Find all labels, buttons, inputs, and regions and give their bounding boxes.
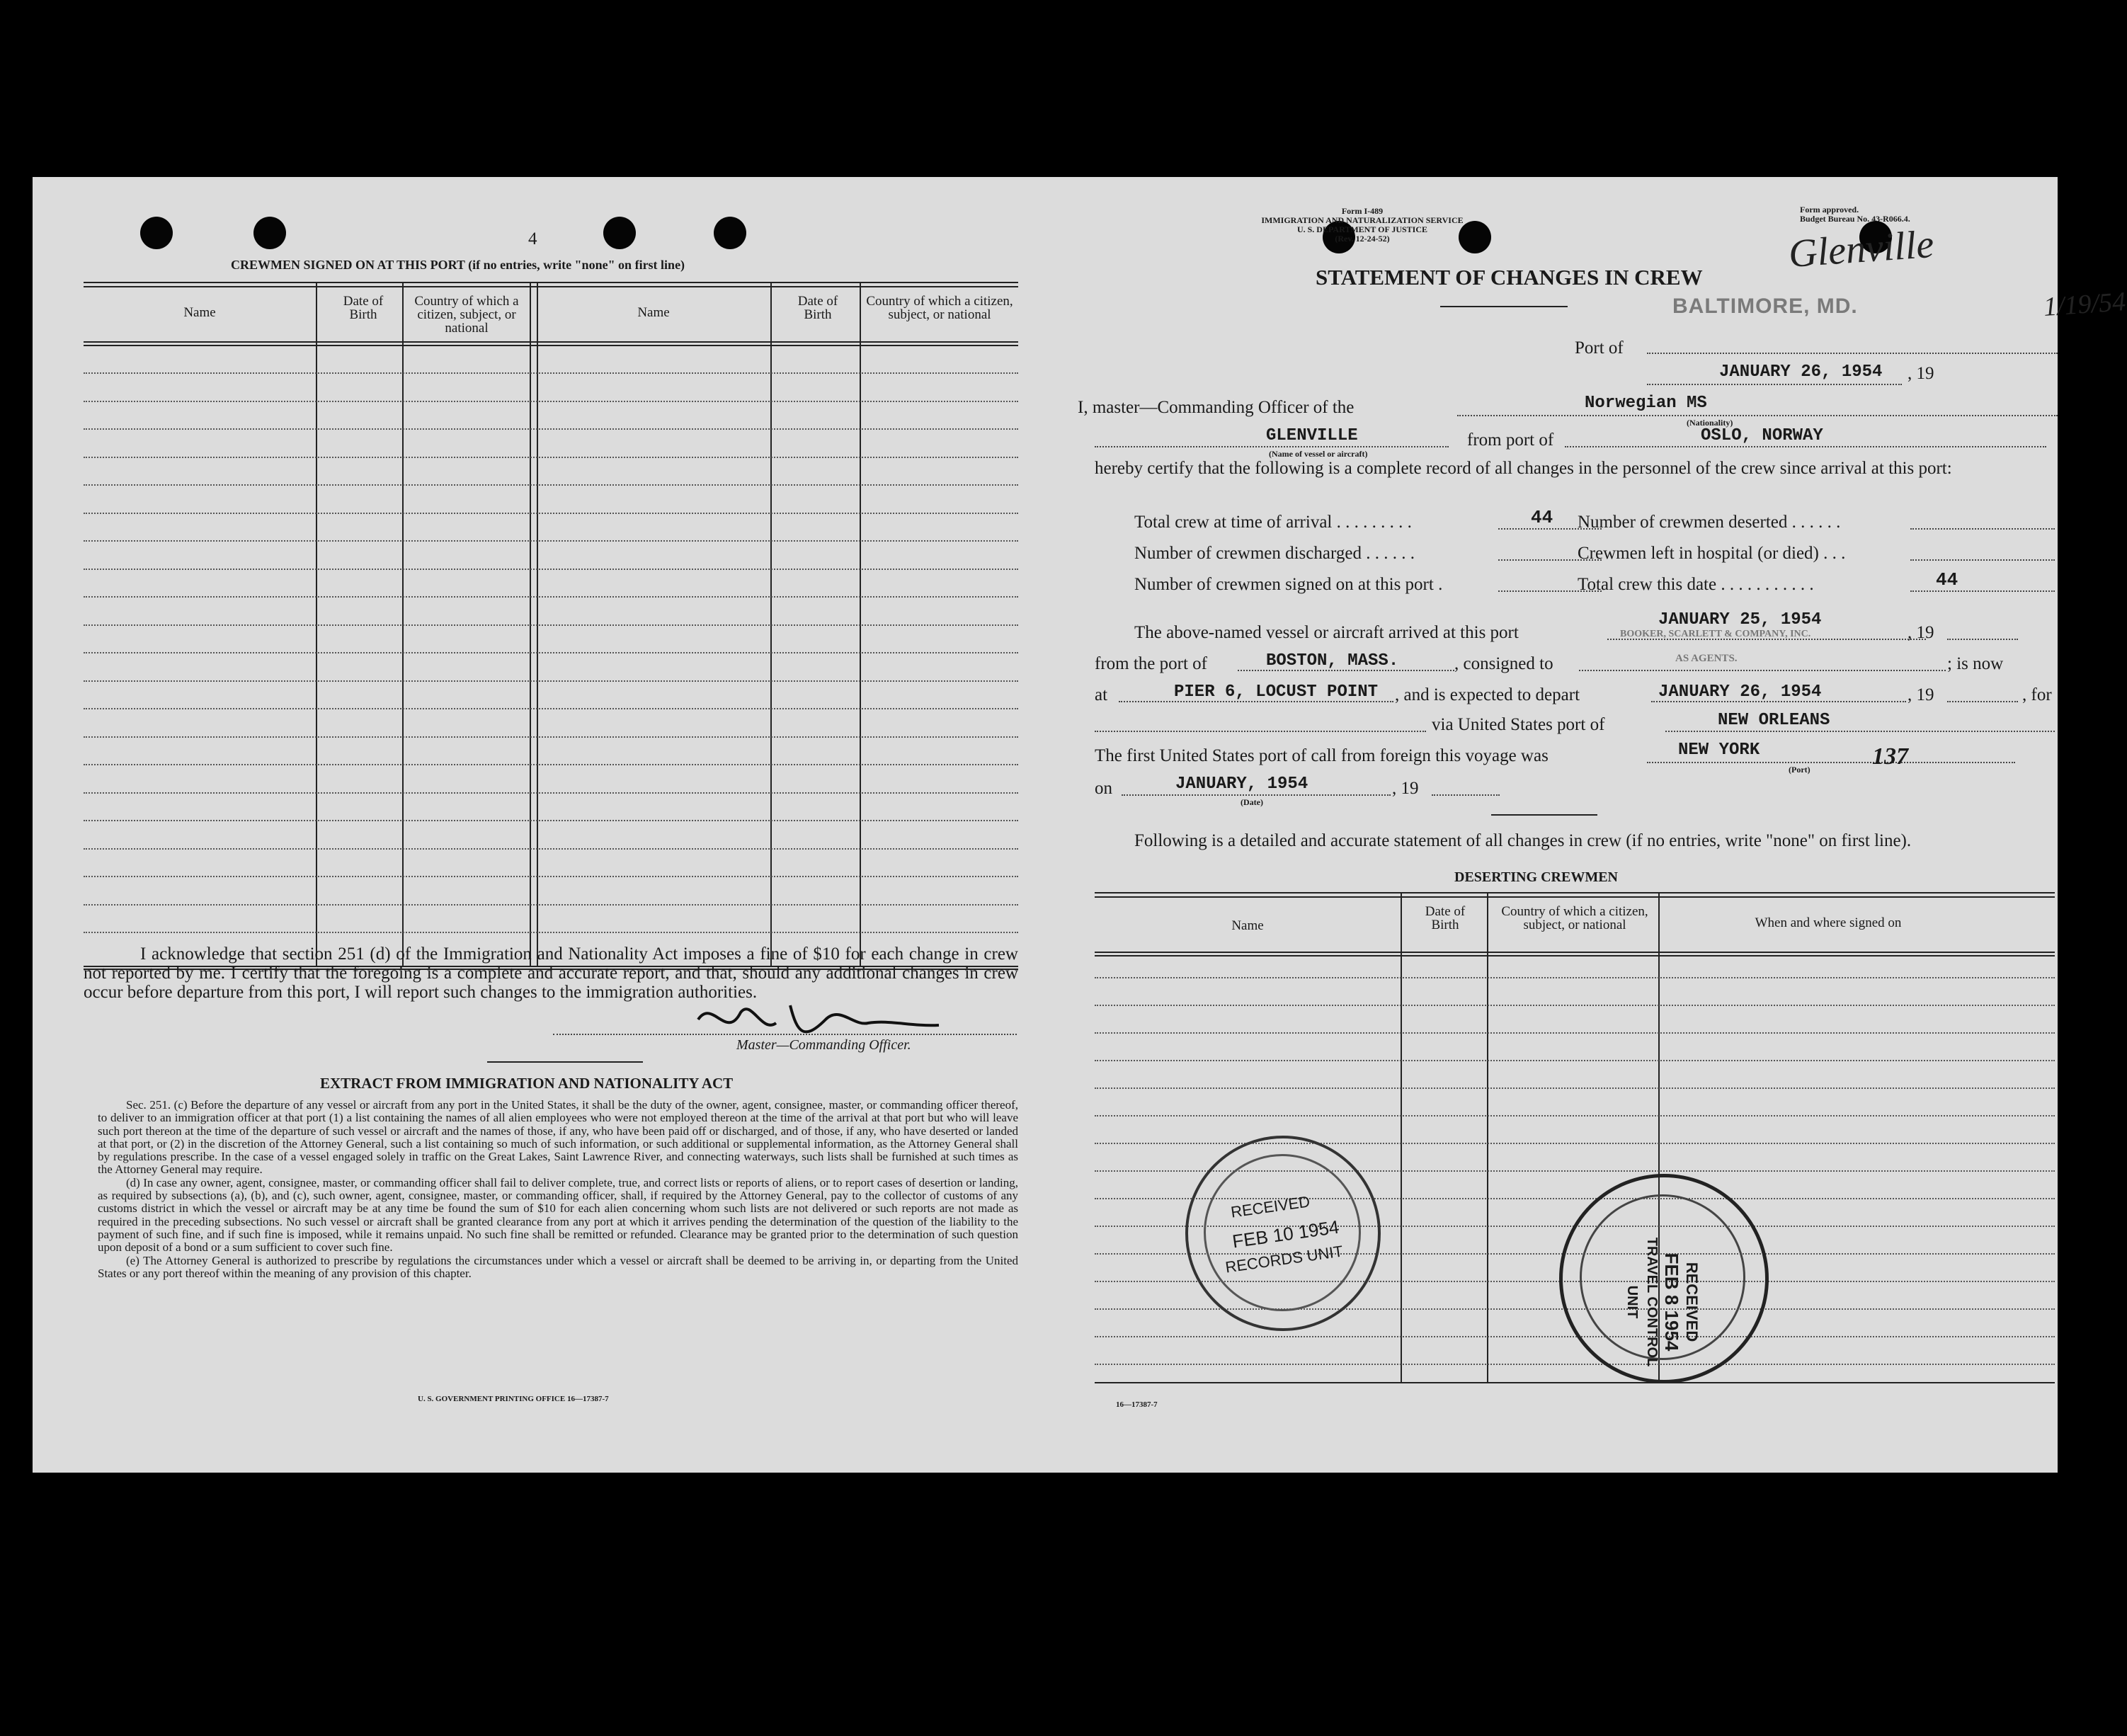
department-name: U. S. DEPARTMENT OF JUSTICE: [1296, 224, 1428, 234]
expected-depart-label: , and is expected to depart: [1395, 685, 1580, 704]
acknowledgement-text: I acknowledge that section 251 (d) of the Immigration and Nationality Act imposes a fine of $10 for each change in crew not reported by me. I certify that the foregoing is a complete and accurate report, and that, should any additional changes in crew occur before departure from this port, I will report such changes to the immigration authorities.: [84, 944, 1018, 1002]
vessel-caption: (Name of vessel or aircraft): [1269, 449, 1368, 459]
consignee-stamp-line2: AS AGENTS.: [1675, 653, 1738, 664]
table-row: [84, 932, 1018, 933]
table-row: [84, 401, 1018, 402]
extract-title: EXTRACT FROM IMMIGRATION AND NATIONALITY ACT: [320, 1075, 734, 1092]
table-row: [84, 848, 1018, 850]
table-row: [84, 820, 1018, 821]
table-row: [84, 792, 1018, 794]
nationality-value: Norwegian MS: [1585, 394, 1707, 413]
table-row: [1095, 1032, 2055, 1034]
depart-date-value: JANUARY 26, 1954: [1658, 683, 1822, 702]
extract-paragraph-c: Sec. 251. (c) Before the departure of any vessel or aircraft from any port in the United States, it shall be the duty of the owner, agent, consignee, master, or commanding officer thereof, to deliver to an immigration officer at that port (1) a list containing the names of all alien employees who were not employed thereon at the time of the arrival at that port but who will leave such port thereon at the time of the departure of such vessel or aircraft and the names of those, if any, who have been paid off or discharged, and of those, if any, who have deserted or landed at that port, or (2) in the discretion of the Attorney General, such a list containing so much of such information, or such additional or supplemental information, as the Attorney General shall by regulations prescribe. In the case of a vessel engaged solely in traffic on the Great Lakes, Saint Lawrence River, and connecting waterways, such lists shall be furnished at such times as the Attorney General may require.: [98, 1098, 1018, 1177]
crewmen-discharged-label: Number of crewmen discharged . . . . . .: [1134, 544, 1415, 563]
from-the-port-label: from the port of: [1095, 654, 1207, 673]
crewmen-hospital-label: Crewmen left in hospital (or died) . . .: [1578, 544, 1846, 563]
at-location-value: PIER 6, LOCUST POINT: [1174, 683, 1379, 702]
port-stamp: BALTIMORE, MD.: [1672, 295, 1858, 318]
table-row: [1095, 1364, 2055, 1365]
column-header: Name: [637, 305, 670, 320]
crewmen-deserted-label: Number of crewmen deserted . . . . . .: [1578, 513, 1841, 532]
table-row: [84, 513, 1018, 514]
table-row: [1095, 1115, 2055, 1117]
table-row: [84, 428, 1018, 430]
consignee-stamp-line1: BOOKER, SCARLETT & COMPANY, INC.: [1620, 629, 1811, 639]
table-row: [1095, 1336, 2055, 1337]
table-row: [84, 457, 1018, 458]
at-label: at: [1095, 685, 1108, 704]
on-year: , 19: [1392, 779, 1419, 798]
table-row: [84, 652, 1018, 653]
punch-hole: [140, 217, 173, 249]
table-row: [84, 372, 1018, 374]
crewmen-signed-on-label: Number of crewmen signed on at this port .: [1134, 575, 1443, 594]
table-row: [1095, 1060, 2055, 1061]
column-header: Country of which a citizen, subject, or national: [1501, 904, 1648, 932]
nationality-caption: (Nationality): [1687, 418, 1733, 428]
extract-text: [98, 1099, 1018, 1280]
depart-year: , 19: [1908, 685, 1934, 704]
vessel-name-value: GLENVILLE: [1266, 426, 1358, 445]
from-the-port-value: BOSTON, MASS.: [1266, 651, 1399, 670]
via-port-value: NEW ORLEANS: [1718, 711, 1830, 730]
first-port-value: NEW YORK: [1678, 741, 1760, 760]
stamp-text-block: [1622, 1196, 1701, 1408]
form-approved: Form approved.: [1800, 205, 1859, 215]
form-approval: [1800, 205, 1910, 224]
handwritten-vessel-name: Glenville: [1787, 222, 1936, 277]
consigned-label: , consigned to: [1454, 654, 1553, 673]
table-row: [84, 624, 1018, 626]
received-stamp-travel-control: [1559, 1174, 1769, 1383]
table-row: [84, 708, 1018, 709]
stamp-date: FEB 10 1954: [1231, 1216, 1341, 1252]
table-row: [84, 736, 1018, 738]
extract-paragraph-e: (e) The Attorney General is authorized to prescribe by regulations the circumstances under which a vessel or aircraft shall be deemed to be arriving in, or departing from the United States or any port thereof within the meaning of any provision of this chapter.: [98, 1253, 1018, 1280]
certify-text: hereby certify that the following is a complete record of all changes in the personnel of the crew since arrival at this port:: [1095, 459, 1952, 478]
for-label: , for: [2022, 685, 2052, 704]
total-crew-date-value: 44: [1936, 569, 1958, 590]
form-header: [1221, 207, 1504, 244]
budget-bureau: Budget Bureau No. 43-R066.4.: [1800, 214, 1910, 224]
table-row: [1095, 977, 2055, 978]
column-header: When and where signed on: [1755, 915, 1902, 930]
column-header: Name: [1231, 918, 1264, 933]
on-label: on: [1095, 779, 1112, 798]
received-stamp-records: [1185, 1136, 1381, 1331]
on-date-value: JANUARY, 1954: [1175, 775, 1308, 794]
table-row: [84, 540, 1018, 542]
left-page: [33, 177, 1052, 1473]
port-label: Port of: [1575, 338, 1624, 358]
deserting-crewmen-title: DESERTING CREWMEN: [1454, 869, 1618, 885]
signature-caption: Master—Commanding Officer.: [736, 1037, 911, 1053]
date-value: JANUARY 26, 1954: [1719, 362, 1883, 382]
table-row: [84, 569, 1018, 570]
page-number: 4: [528, 229, 537, 249]
from-port-value: OSLO, NORWAY: [1701, 426, 1823, 445]
table-row: [84, 904, 1018, 906]
column-header: Date of Birth: [797, 294, 838, 322]
via-port-label: via United States port of: [1432, 715, 1605, 734]
form-title: STATEMENT OF CHANGES IN CREW: [1316, 265, 1703, 290]
date-year-suffix: , 19: [1908, 364, 1934, 383]
first-port-caption: (Port): [1789, 765, 1810, 775]
column-header: Date of Birth: [343, 294, 384, 322]
extract-paragraph-d: (d) In case any owner, agent, consignee, master, or commanding officer shall fail to deliver complete, true, and correct lists or reports of aliens, or to report cases of desertion or landing, as required by subsections (a), (b), and (c), such owner, agent, consignee, master, or commanding officer, shall, if required by the Attorney General, pay to the collector of customs of any customs district in which the vessel or aircraft may be at any time be found the sum of $10 for each alien concerning whom such lists are not delivered or such reports are not made as required in the preceding subsections. No such vessel or aircraft shall be granted clearance from any port at which it arrives pending the determination of the question of the liability to the payment of such fine, and if such fine is imposed, while it remains unpaid. No such fine shall be remitted or refunded. Clearance may be granted prior to the determination of such question upon deposit of a bond or a sum sufficient to cover such fine.: [98, 1175, 1018, 1255]
punch-hole: [603, 217, 636, 249]
agency-name: IMMIGRATION AND NATURALIZATION SERVICE: [1261, 215, 1464, 225]
table-row: [84, 680, 1018, 682]
column-header: Date of Birth: [1425, 904, 1466, 932]
stamp-unit: UNIT: [1624, 1285, 1640, 1319]
from-port-label: from port of: [1467, 430, 1554, 450]
printing-office: U. S. GOVERNMENT PRINTING OFFICE 16—17387-7: [418, 1395, 609, 1403]
is-now-label: ; is now: [1947, 654, 2004, 673]
punch-hole: [714, 217, 746, 249]
table-row: [84, 876, 1018, 877]
total-crew-arrival-value: 44: [1531, 507, 1553, 528]
stamp-date: FEB 8 1954: [1661, 1252, 1682, 1352]
column-header: Country of which a citizen, subject, or national: [866, 294, 1013, 322]
table-row: [1095, 1087, 2055, 1089]
table-row: [84, 764, 1018, 765]
handwritten-date: 1/19/54: [2042, 287, 2127, 322]
revision-date: (Rev. 12-24-52): [1335, 234, 1390, 244]
right-page: [1038, 177, 2127, 1473]
footer-code: 16—17387-7: [1116, 1400, 1158, 1409]
column-header: Country of which a citizen, subject, or national: [414, 294, 519, 336]
table-row: [1095, 1143, 2055, 1144]
arrived-label: The above-named vessel or aircraft arrived at this port: [1134, 623, 1519, 642]
on-date-caption: (Date): [1241, 797, 1263, 807]
total-crew-arrival-label: Total crew at time of arrival . . . . . . . . .: [1134, 513, 1412, 532]
punch-hole: [253, 217, 286, 249]
stamp-received: RECEIVED: [1229, 1192, 1311, 1221]
section-title: CREWMEN SIGNED ON AT THIS PORT (if no entries, write "none" on first line): [231, 258, 685, 272]
table-row: [84, 484, 1018, 486]
stamp-received: RECEIVED: [1683, 1262, 1701, 1342]
arrived-year: , 19: [1908, 623, 1934, 642]
first-port-label: The first United States port of call from foreign this voyage was: [1095, 746, 1549, 765]
arrived-date-value: JANUARY 25, 1954: [1658, 610, 1822, 629]
master-label: I, master—Commanding Officer of the: [1078, 398, 1355, 417]
form-number: Form I-489: [1341, 206, 1384, 216]
table-row: [84, 596, 1018, 598]
stamp-unit: RECORDS UNIT: [1224, 1242, 1345, 1277]
total-crew-date-label: Total crew this date . . . . . . . . . . .: [1578, 575, 1814, 594]
table-row: [1095, 1005, 2055, 1006]
stamp-unit: TRAVEL CONTROL: [1644, 1237, 1660, 1367]
column-header: Name: [183, 305, 216, 320]
handwritten-number: 137: [1872, 743, 1908, 770]
following-text: Following is a detailed and accurate statement of all changes in crew (if no entries, write "none" on first line).: [1134, 831, 1912, 850]
